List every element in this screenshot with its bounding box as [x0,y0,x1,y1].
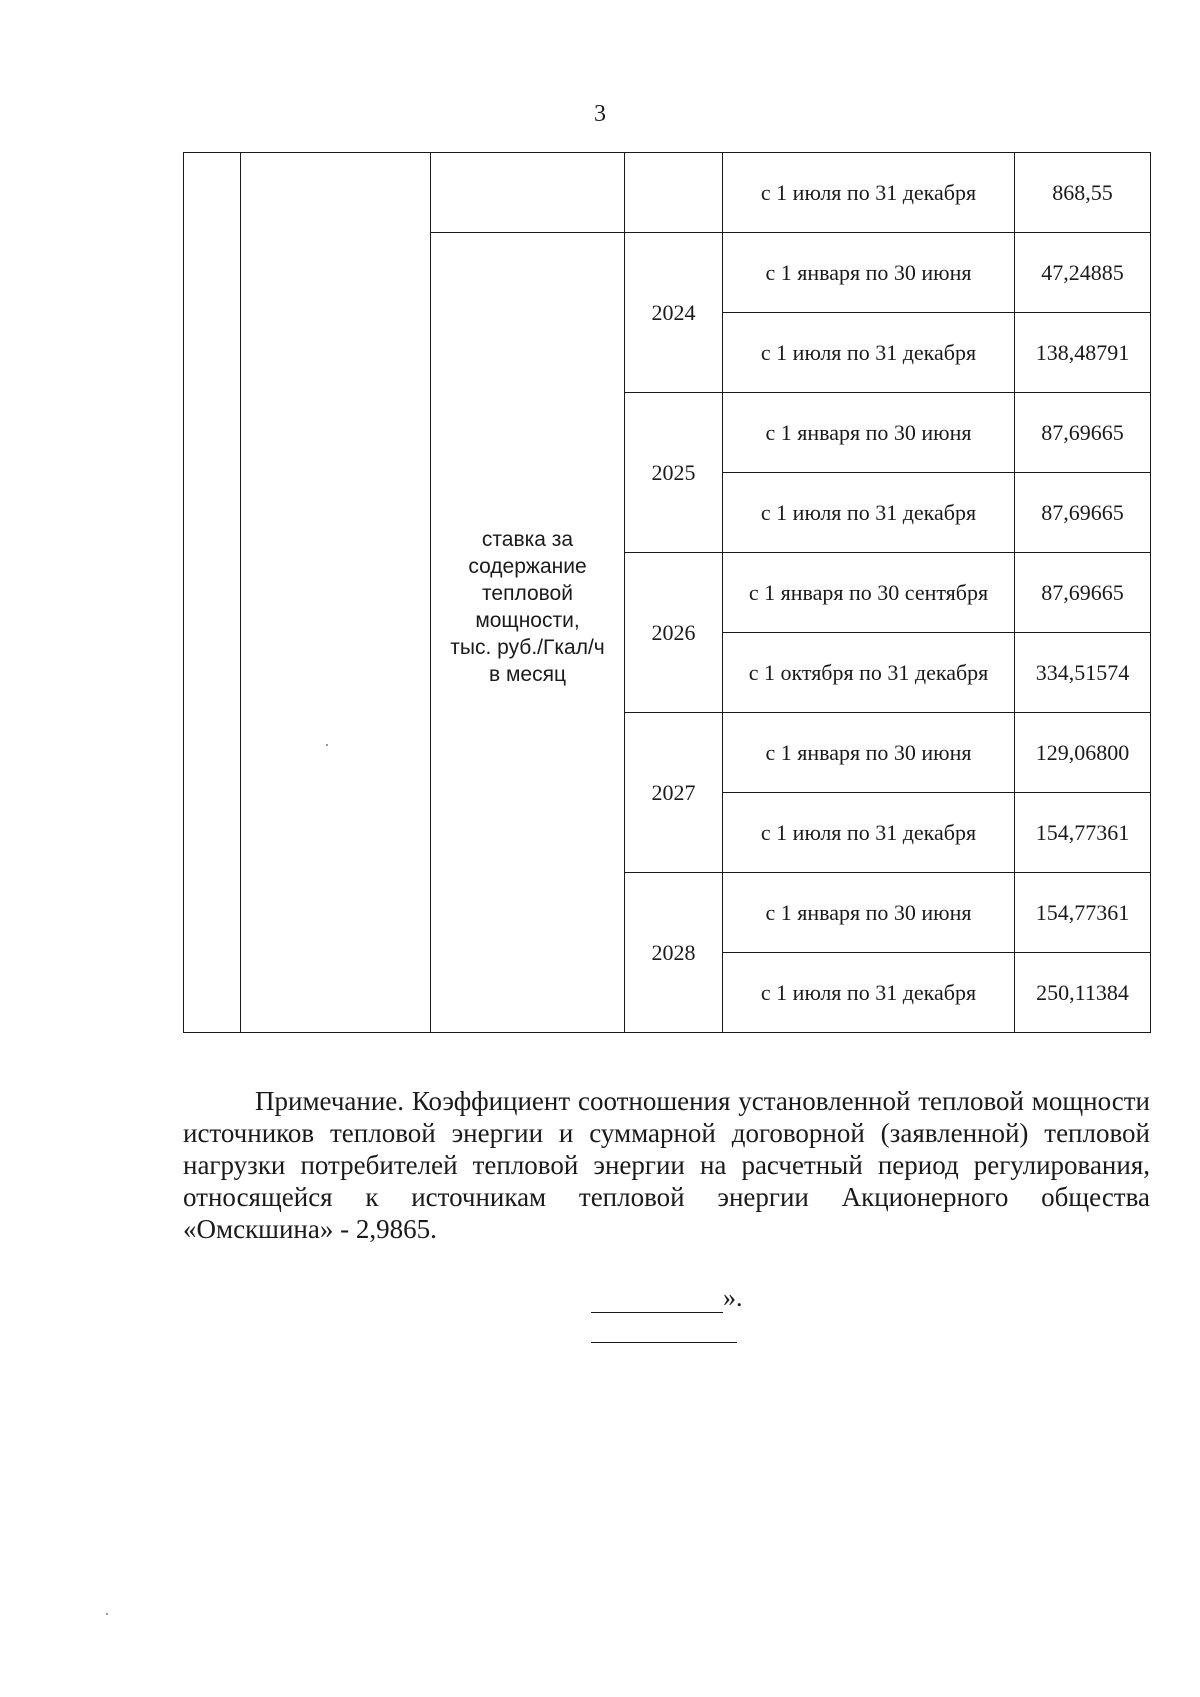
year-cell: 2024 [625,233,723,393]
year-cell: 2027 [625,713,723,873]
value-cell: 334,51574 [1015,633,1151,713]
page-number: 3 [594,101,606,127]
closing-underline [591,1290,723,1313]
year-cell: 2028 [625,873,723,1033]
value-cell: 250,11384 [1015,953,1151,1033]
value-cell: 87,69665 [1015,393,1151,473]
table-row [184,153,1151,233]
value-cell: 47,24885 [1015,233,1151,313]
period-cell: с 1 июля по 31 декабря [723,793,1015,873]
value-cell: 868,55 [1015,153,1151,233]
empty-year-cell [625,153,723,233]
period-cell: с 1 июля по 31 декабря [723,313,1015,393]
value-cell: 87,69665 [1015,553,1151,633]
tariff-table [183,152,1151,1033]
period-cell: с 1 октября по 31 декабря [723,633,1015,713]
period-cell: с 1 января по 30 июня [723,393,1015,473]
year-cell: 2025 [625,393,723,553]
scan-speck [106,1613,108,1615]
condition-cell [431,233,625,1033]
value-cell: 129,06800 [1015,713,1151,793]
period-cell: с 1 июля по 31 декабря [723,953,1015,1033]
empty-name-cell [241,153,431,1033]
closing-mark [591,1283,751,1313]
condition-label: ставка за содержание тепловой мощности, тыс. руб./Гкал/ч в месяц [450,527,605,686]
value-cell: 87,69665 [1015,473,1151,553]
value-cell: 138,48791 [1015,313,1151,393]
value-cell: 154,77361 [1015,873,1151,953]
period-cell: с 1 января по 30 сентября [723,553,1015,633]
scan-speck [326,744,328,746]
period-cell: с 1 января по 30 июня [723,713,1015,793]
empty-index-cell [184,153,241,1033]
note-paragraph [183,1085,1150,1245]
period-cell: с 1 июля по 31 декабря [723,473,1015,553]
period-cell: с 1 января по 30 июня [723,233,1015,313]
value-cell: 154,77361 [1015,793,1151,873]
period-cell: с 1 июля по 31 декабря [723,153,1015,233]
period-cell: с 1 января по 30 июня [723,873,1015,953]
end-rule [591,1342,737,1343]
year-cell: 2026 [625,553,723,713]
closing-quote: ». [723,1283,743,1312]
note-text: Примечание. Коэффициент соотношения установленной тепловой мощности источников тепловой энергии и суммарной договорной (заявленной) тепловой нагрузки потребителей тепловой энергии на расчетный период регулирования, относящейся к источникам тепловой энергии Акционерного общества «Омскшина» - 2,9865. [183,1086,1150,1244]
empty-condition-cell [431,153,625,233]
